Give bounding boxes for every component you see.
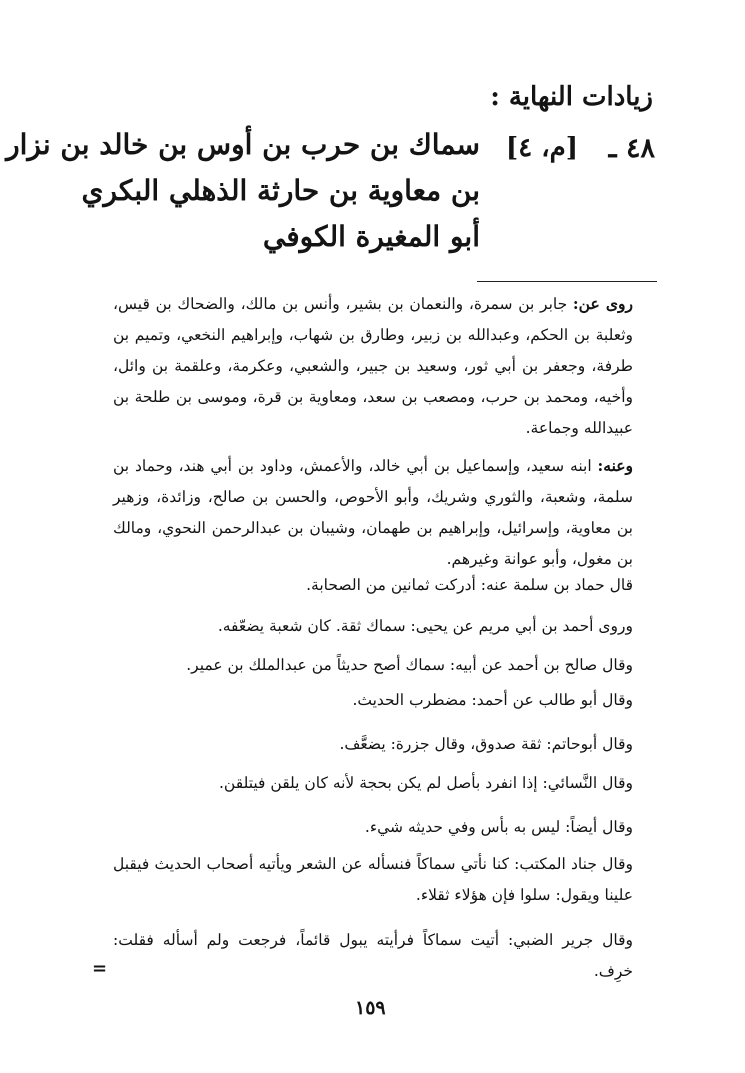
narrators-paragraph <box>113 450 633 575</box>
quote-salih: وقال صالح بن أحمد عن أبيه: سماك أصح حديثاً من عبدالملك بن عمير. <box>186 656 633 674</box>
entry-name-line-3: أبو المغيرة الكوفي <box>262 220 480 253</box>
page-number: ١٥٩ <box>355 997 386 1019</box>
footnote-divider <box>477 281 657 282</box>
entry-symbols: [م، ٤] <box>505 133 578 163</box>
quote-hammad: قال حماد بن سلمة عنه: أدركت ثمانين من الصحابة. <box>306 576 633 594</box>
quote-nasai: وقال النَّسائي: إذا انفرد بأصل لم يكن بحجة لأنه كان يلقن فيتلقن. <box>219 774 633 792</box>
narrated-from-paragraph <box>113 288 633 444</box>
quote-nasai-also: وقال أيضاً: ليس به بأس وفي حديثه شيء. <box>364 818 633 836</box>
quote-jarir: وقال جرير الضبي: أتيت سماكاً فرأيته يبول قائماً، فرجعت ولم أسأله فقلت: خرِف. <box>113 931 633 980</box>
narrated-from-label: روى عن: <box>572 294 633 313</box>
section-title: زيادات النهاية : <box>490 82 653 112</box>
entry-name-line-1: سماك بن حرب بن أوس بن خالد بن نزار <box>6 128 480 161</box>
narrated-from-text: جابر بن سمرة، والنعمان بن بشير، وأنس بن مالك، والضحاك بن قيس، وثعلبة بن الحكم، وعبدالله بن زبير، وطارق بن شهاب، وإبراهيم النخعي، وتميم بن طرفة، وجعفر بن أبي ثور، وسعيد بن جبير، والشعبي، وعكرمة، وعلقمة بن وائل، وأخيه، ومحمد بن حرب، ومصعب بن سعد، ومعاوية بن قرة، وموسى بن طلحة بن عبيدالله وجماعة. <box>113 295 633 437</box>
quote-yahya: وروى أحمد بن أبي مريم عن يحيى: سماك ثقة. كان شعبة يضعّفه. <box>217 617 633 635</box>
entry-number: ٤٨ ـ <box>608 133 655 164</box>
entry-name-line-2: بن معاوية بن حارثة الذهلي البكري <box>81 174 480 207</box>
quote-abu-hatim: وقال أبوحاتم: ثقة صدوق، وقال جزرة: يضعَّف. <box>339 735 633 753</box>
quote-junad: وقال جناد المكتب: كنا نأتي سماكاً فنسأله عن الشعر ويأتيه أصحاب الحديث فيقبل علينا ويقول: سلوا فإن هؤلاء ثقلاء. <box>113 855 633 904</box>
narrators-label: وعنه: <box>597 456 633 475</box>
continuation-mark: = <box>92 958 108 979</box>
narrators-text: ابنه سعيد، وإسماعيل بن أبي خالد، والأعمش، وداود بن أبي هند، وحماد بن سلمة، وشعبة، والثوري وشريك، وأبو الأحوص، والحسن بن صالح، وزائدة، وزهير بن معاوية، وإسرائيل، وإبراهيم بن طهمان، وشيبان بن عبدالرحمن النحوي، ومالك بن مغول، وأبو عوانة وغيرهم. <box>113 457 633 568</box>
quote-abu-talib: وقال أبو طالب عن أحمد: مضطرب الحديث. <box>352 691 633 709</box>
